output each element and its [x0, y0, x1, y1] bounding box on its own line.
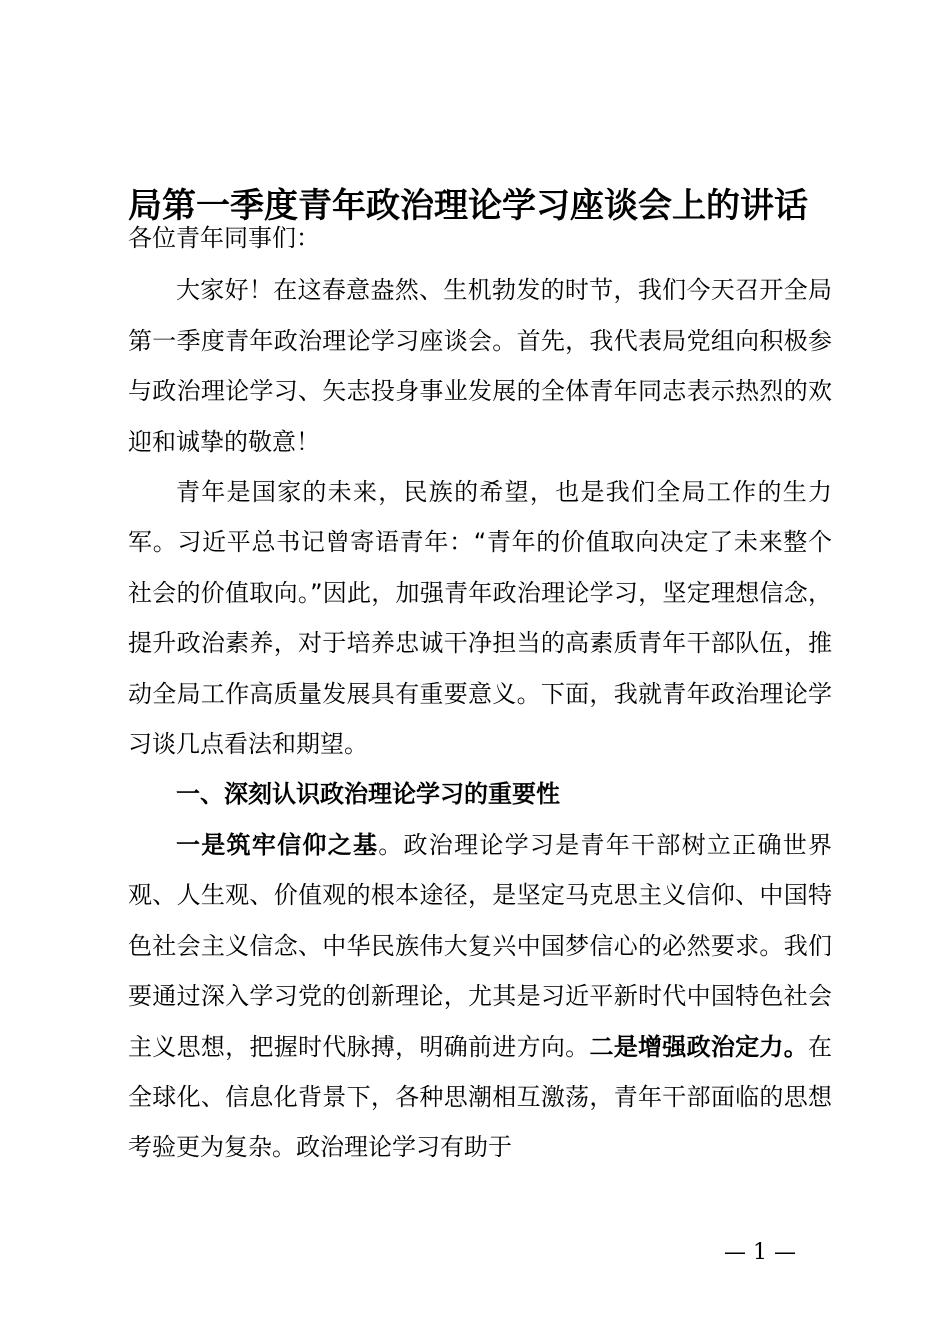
point-1-text: 。政治理论学习是青年干部树立正确世界观、人生观、价值观的根本途径，是坚定马克思主义信仰、中国特色社会主义信念、中华民族伟大复兴中国梦信心的必然要求。我们要通过深入学习党的创新理论，尤其是习近平新时代中国特色社会主义思想，把握时代脉搏，明确前进方向。 — [128, 830, 833, 1061]
salutation: 各位青年同事们： — [128, 224, 320, 252]
point-2-lead: 二是增强政治定力。 — [589, 1032, 809, 1061]
document-title: 局第一季度青年政治理论学习座谈会上的讲话 — [128, 186, 808, 226]
point-2-text: 在全球化、信息化背景下，各种思潮相互激荡，青年干部面临的思想考验更为复杂。政治理论学习有助于 — [128, 1032, 833, 1162]
document-body — [128, 213, 832, 1173]
paragraph-1: 大家好！在这春意盎然、生机勃发的时节，我们今天召开全局第一季度青年政治理论学习座谈会。首先，我代表局党组向积极参与政治理论学习、矢志投身事业发展的全体青年同志表示热烈的欢迎和诚挚的敬意！ — [128, 276, 832, 456]
section-heading-1: 一、深刻认识政治理论学习的重要性 — [176, 780, 560, 809]
page-number: — 1 — — [724, 1240, 796, 1265]
paragraph-3 — [128, 820, 832, 1173]
paragraph-2: 青年是国家的未来，民族的希望，也是我们全局工作的生力军。习近平总书记曾寄语青年：“青年的价值取向决定了未来整个社会的价值取向。”因此，加强青年政治理论学习，坚定理想信念，提升政治素养，对于培养忠诚干净担当的高素质青年干部队伍，推动全局工作高质量发展具有重要意义。下面，我就青年政治理论学习谈几点看法和期望。 — [128, 478, 832, 759]
point-1-lead: 一是筑牢信仰之基 — [176, 830, 379, 859]
